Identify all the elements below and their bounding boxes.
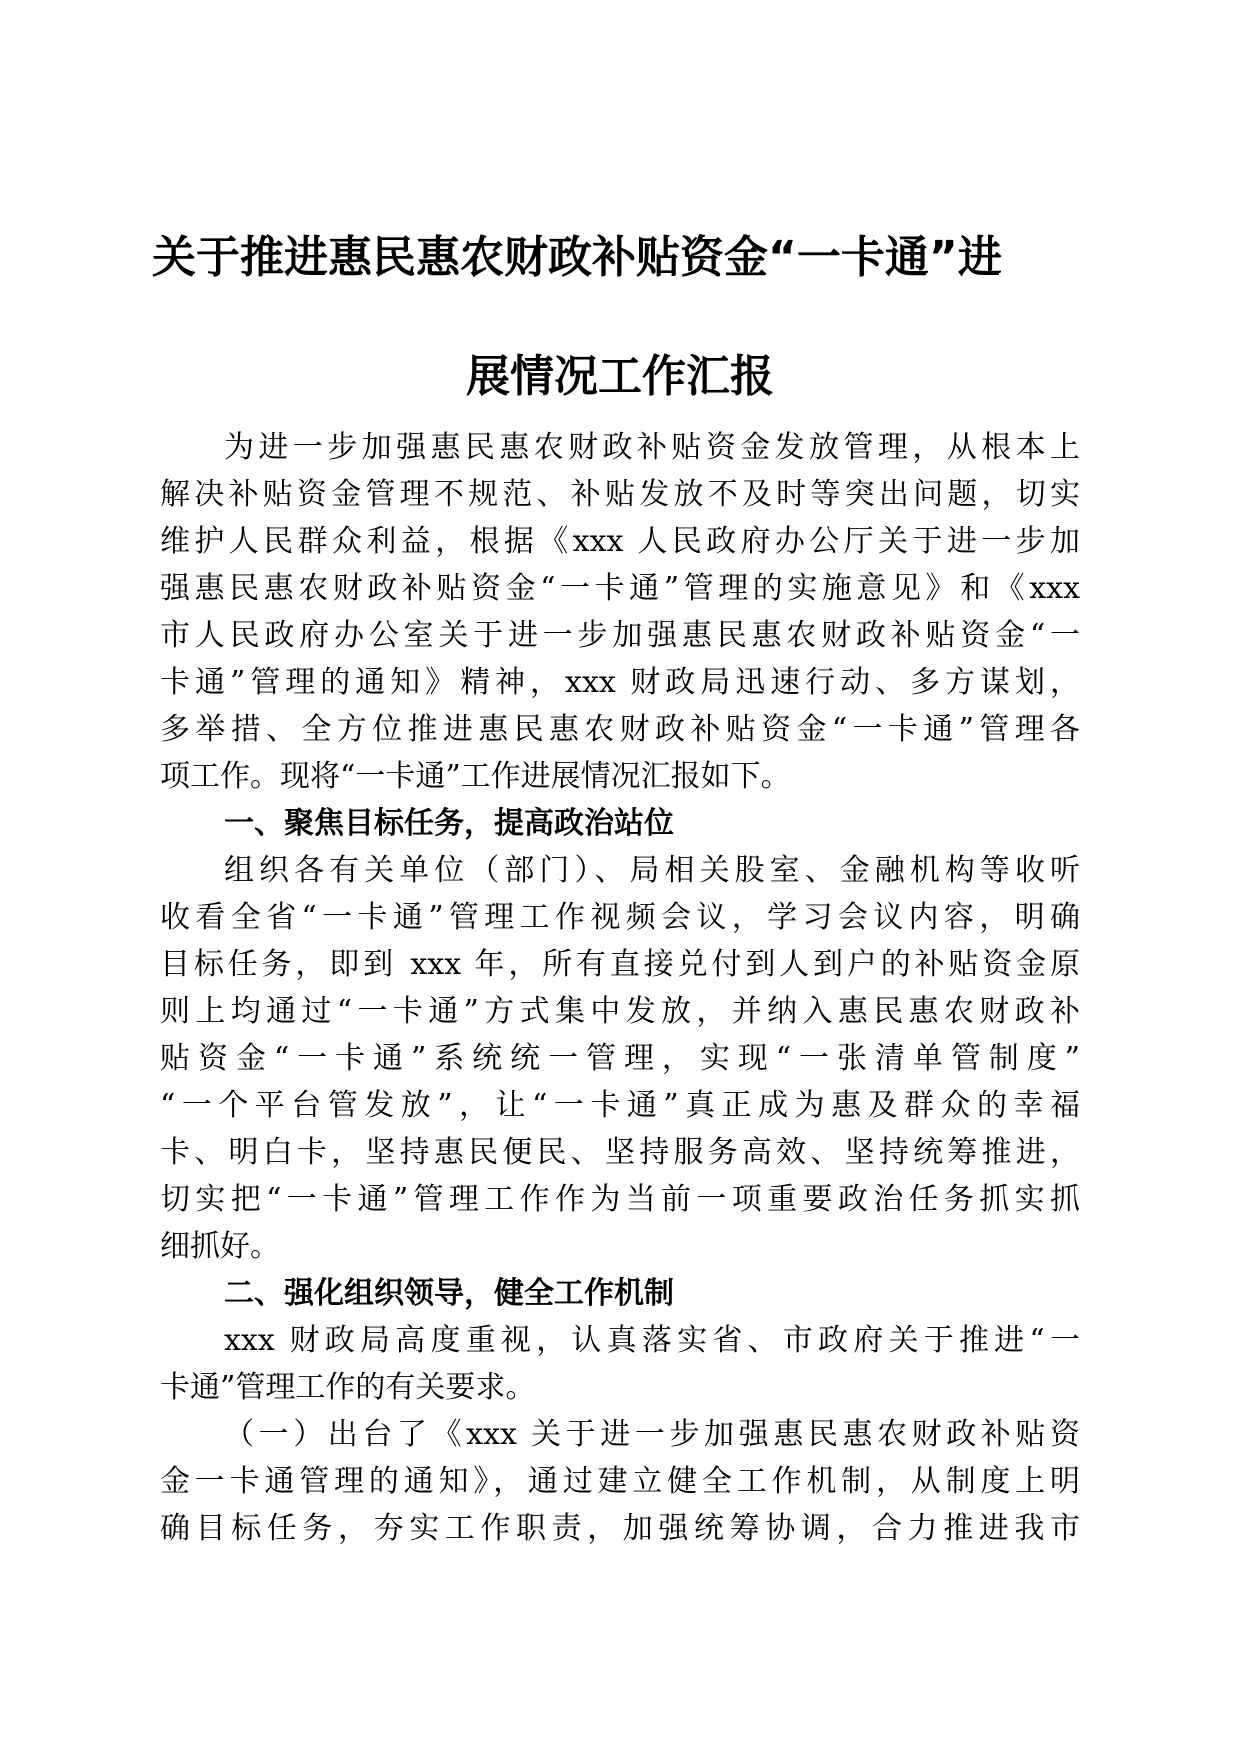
document-title-line-2: 展情况工作汇报 [466, 351, 774, 402]
section-1-line: 贴资金“一卡通”系统统一管理，实现“一张清单管制度” [160, 1041, 1080, 1076]
section-1-line: 收看全省“一卡通”管理工作视频会议，学习会议内容，明确 [160, 900, 1080, 935]
section-1-line: 卡、明白卡，坚持惠民便民、坚持服务高效、坚持统筹推进， [160, 1135, 1080, 1170]
intro-line: 市人民政府办公室关于进一步加强惠民惠农财政补贴资金“一 [160, 618, 1080, 653]
section-2-line: xxx 财政局高度重视，认真落实省、市政府关于推进“一 [224, 1323, 1080, 1358]
section-1-line: 组织各有关单位（部门）、局相关股室、金融机构等收听 [224, 853, 1080, 888]
intro-line: 维护人民群众利益，根据《xxx 人民政府办公厅关于进一步加 [160, 524, 1080, 559]
subsection-line: 金一卡通管理的通知》，通过建立健全工作机制，从制度上明 [160, 1464, 1080, 1499]
section-1-line: 目标任务，即到 xxx 年，所有直接兑付到人到户的补贴资金原 [160, 947, 1080, 982]
section-1-line: 细抓好。 [160, 1229, 280, 1264]
intro-line: 卡通”管理的通知》精神，xxx 财政局迅速行动、多方谋划， [160, 665, 1080, 700]
subsection-line: 确目标任务，夯实工作职责，加强统筹协调，合力推进我市 [160, 1511, 1080, 1546]
section-1-line: 则上均通过“一卡通”方式集中发放，并纳入惠民惠农财政补 [160, 994, 1080, 1029]
intro-line: 解决补贴资金管理不规范、补贴发放不及时等突出问题，切实 [160, 477, 1080, 512]
section-2-heading: 二、强化组织领导，健全工作机制 [224, 1276, 674, 1311]
intro-line: 强惠民惠农财政补贴资金“一卡通”管理的实施意见》和《xxx [160, 571, 1080, 606]
section-1-line: 切实把“一卡通”管理工作作为当前一项重要政治任务抓实抓 [160, 1182, 1080, 1217]
section-1-line: “一个平台管发放”，让“一卡通”真正成为惠及群众的幸福 [160, 1088, 1080, 1123]
intro-line: 为进一步加强惠民惠农财政补贴资金发放管理，从根本上 [224, 430, 1080, 465]
intro-line: 多举措、全方位推进惠民惠农财政补贴资金“一卡通”管理各 [160, 712, 1080, 747]
section-2-line: 卡通”管理工作的有关要求。 [160, 1370, 536, 1405]
intro-line: 项工作。现将“一卡通”工作进展情况汇报如下。 [160, 759, 791, 794]
document-title-line-1: 关于推进惠民惠农财政补贴资金“一卡通”进 [152, 232, 1002, 283]
section-1-heading: 一、聚焦目标任务，提高政治站位 [224, 806, 674, 841]
subsection-line: （一）出台了《xxx 关于进一步加强惠民惠农财政补贴资 [224, 1417, 1080, 1452]
